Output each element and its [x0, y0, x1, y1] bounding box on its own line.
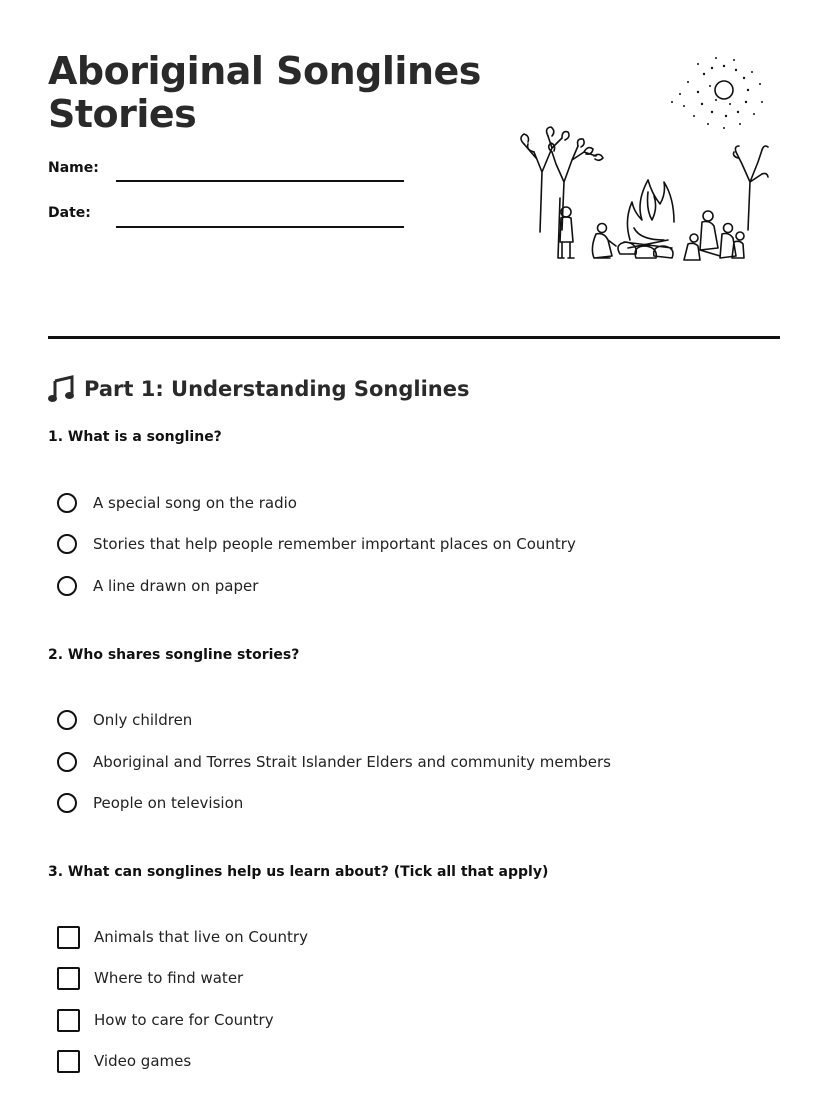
option-q1-b[interactable] — [57, 531, 576, 557]
option-label: Aboriginal and Torres Strait Islander Elders and community members — [93, 753, 611, 771]
date-input-line[interactable] — [116, 226, 404, 228]
name-label: Name: — [48, 160, 99, 176]
campfire-illustration — [512, 52, 780, 274]
tree-icon — [734, 146, 769, 230]
option-q3-a[interactable] — [57, 924, 308, 950]
name-input-line[interactable] — [116, 180, 404, 182]
option-q1-c[interactable] — [57, 573, 258, 599]
option-q3-d[interactable] — [57, 1048, 191, 1074]
music-note-icon — [48, 375, 74, 403]
option-label: Video games — [94, 1052, 192, 1070]
radio-button[interactable] — [57, 493, 77, 513]
question-2: 2. Who shares songline stories? — [48, 647, 300, 663]
sun-icon — [671, 57, 763, 129]
checkbox[interactable] — [57, 1050, 80, 1073]
header-divider — [48, 336, 780, 339]
option-q3-b[interactable] — [57, 965, 243, 991]
title-line-2: Stories — [48, 92, 197, 136]
radio-button[interactable] — [57, 752, 77, 772]
option-label: A line drawn on paper — [93, 577, 259, 595]
option-label: Animals that live on Country — [94, 928, 308, 946]
radio-button[interactable] — [57, 710, 77, 730]
option-label: A special song on the radio — [93, 494, 297, 512]
worksheet-title — [48, 50, 481, 136]
option-label: Where to find water — [94, 969, 244, 987]
fire-icon — [618, 180, 674, 258]
title-line-1: Aboriginal Songlines — [48, 49, 481, 93]
option-q2-a[interactable] — [57, 707, 192, 733]
question-3: 3. What can songlines help us learn about? (Tick all that apply) — [48, 864, 549, 880]
section-title: Part 1: Understanding Songlines — [84, 377, 470, 401]
radio-button[interactable] — [57, 534, 77, 554]
person-icon — [684, 211, 744, 260]
checkbox[interactable] — [57, 1009, 80, 1032]
option-q2-b[interactable] — [57, 749, 611, 775]
date-label: Date: — [48, 205, 91, 221]
tree-icon — [521, 127, 603, 232]
question-1: 1. What is a songline? — [48, 429, 222, 445]
person-icon — [558, 198, 574, 258]
section-heading — [48, 372, 469, 406]
option-q2-c[interactable] — [57, 790, 243, 816]
option-label: People on television — [93, 794, 244, 812]
person-icon — [592, 224, 616, 259]
option-label: How to care for Country — [94, 1011, 274, 1029]
radio-button[interactable] — [57, 576, 77, 596]
option-label: Only children — [93, 711, 193, 729]
option-q1-a[interactable] — [57, 490, 297, 516]
checkbox[interactable] — [57, 926, 80, 949]
option-label: Stories that help people remember important places on Country — [93, 535, 576, 553]
radio-button[interactable] — [57, 793, 77, 813]
checkbox[interactable] — [57, 967, 80, 990]
option-q3-c[interactable] — [57, 1007, 274, 1033]
